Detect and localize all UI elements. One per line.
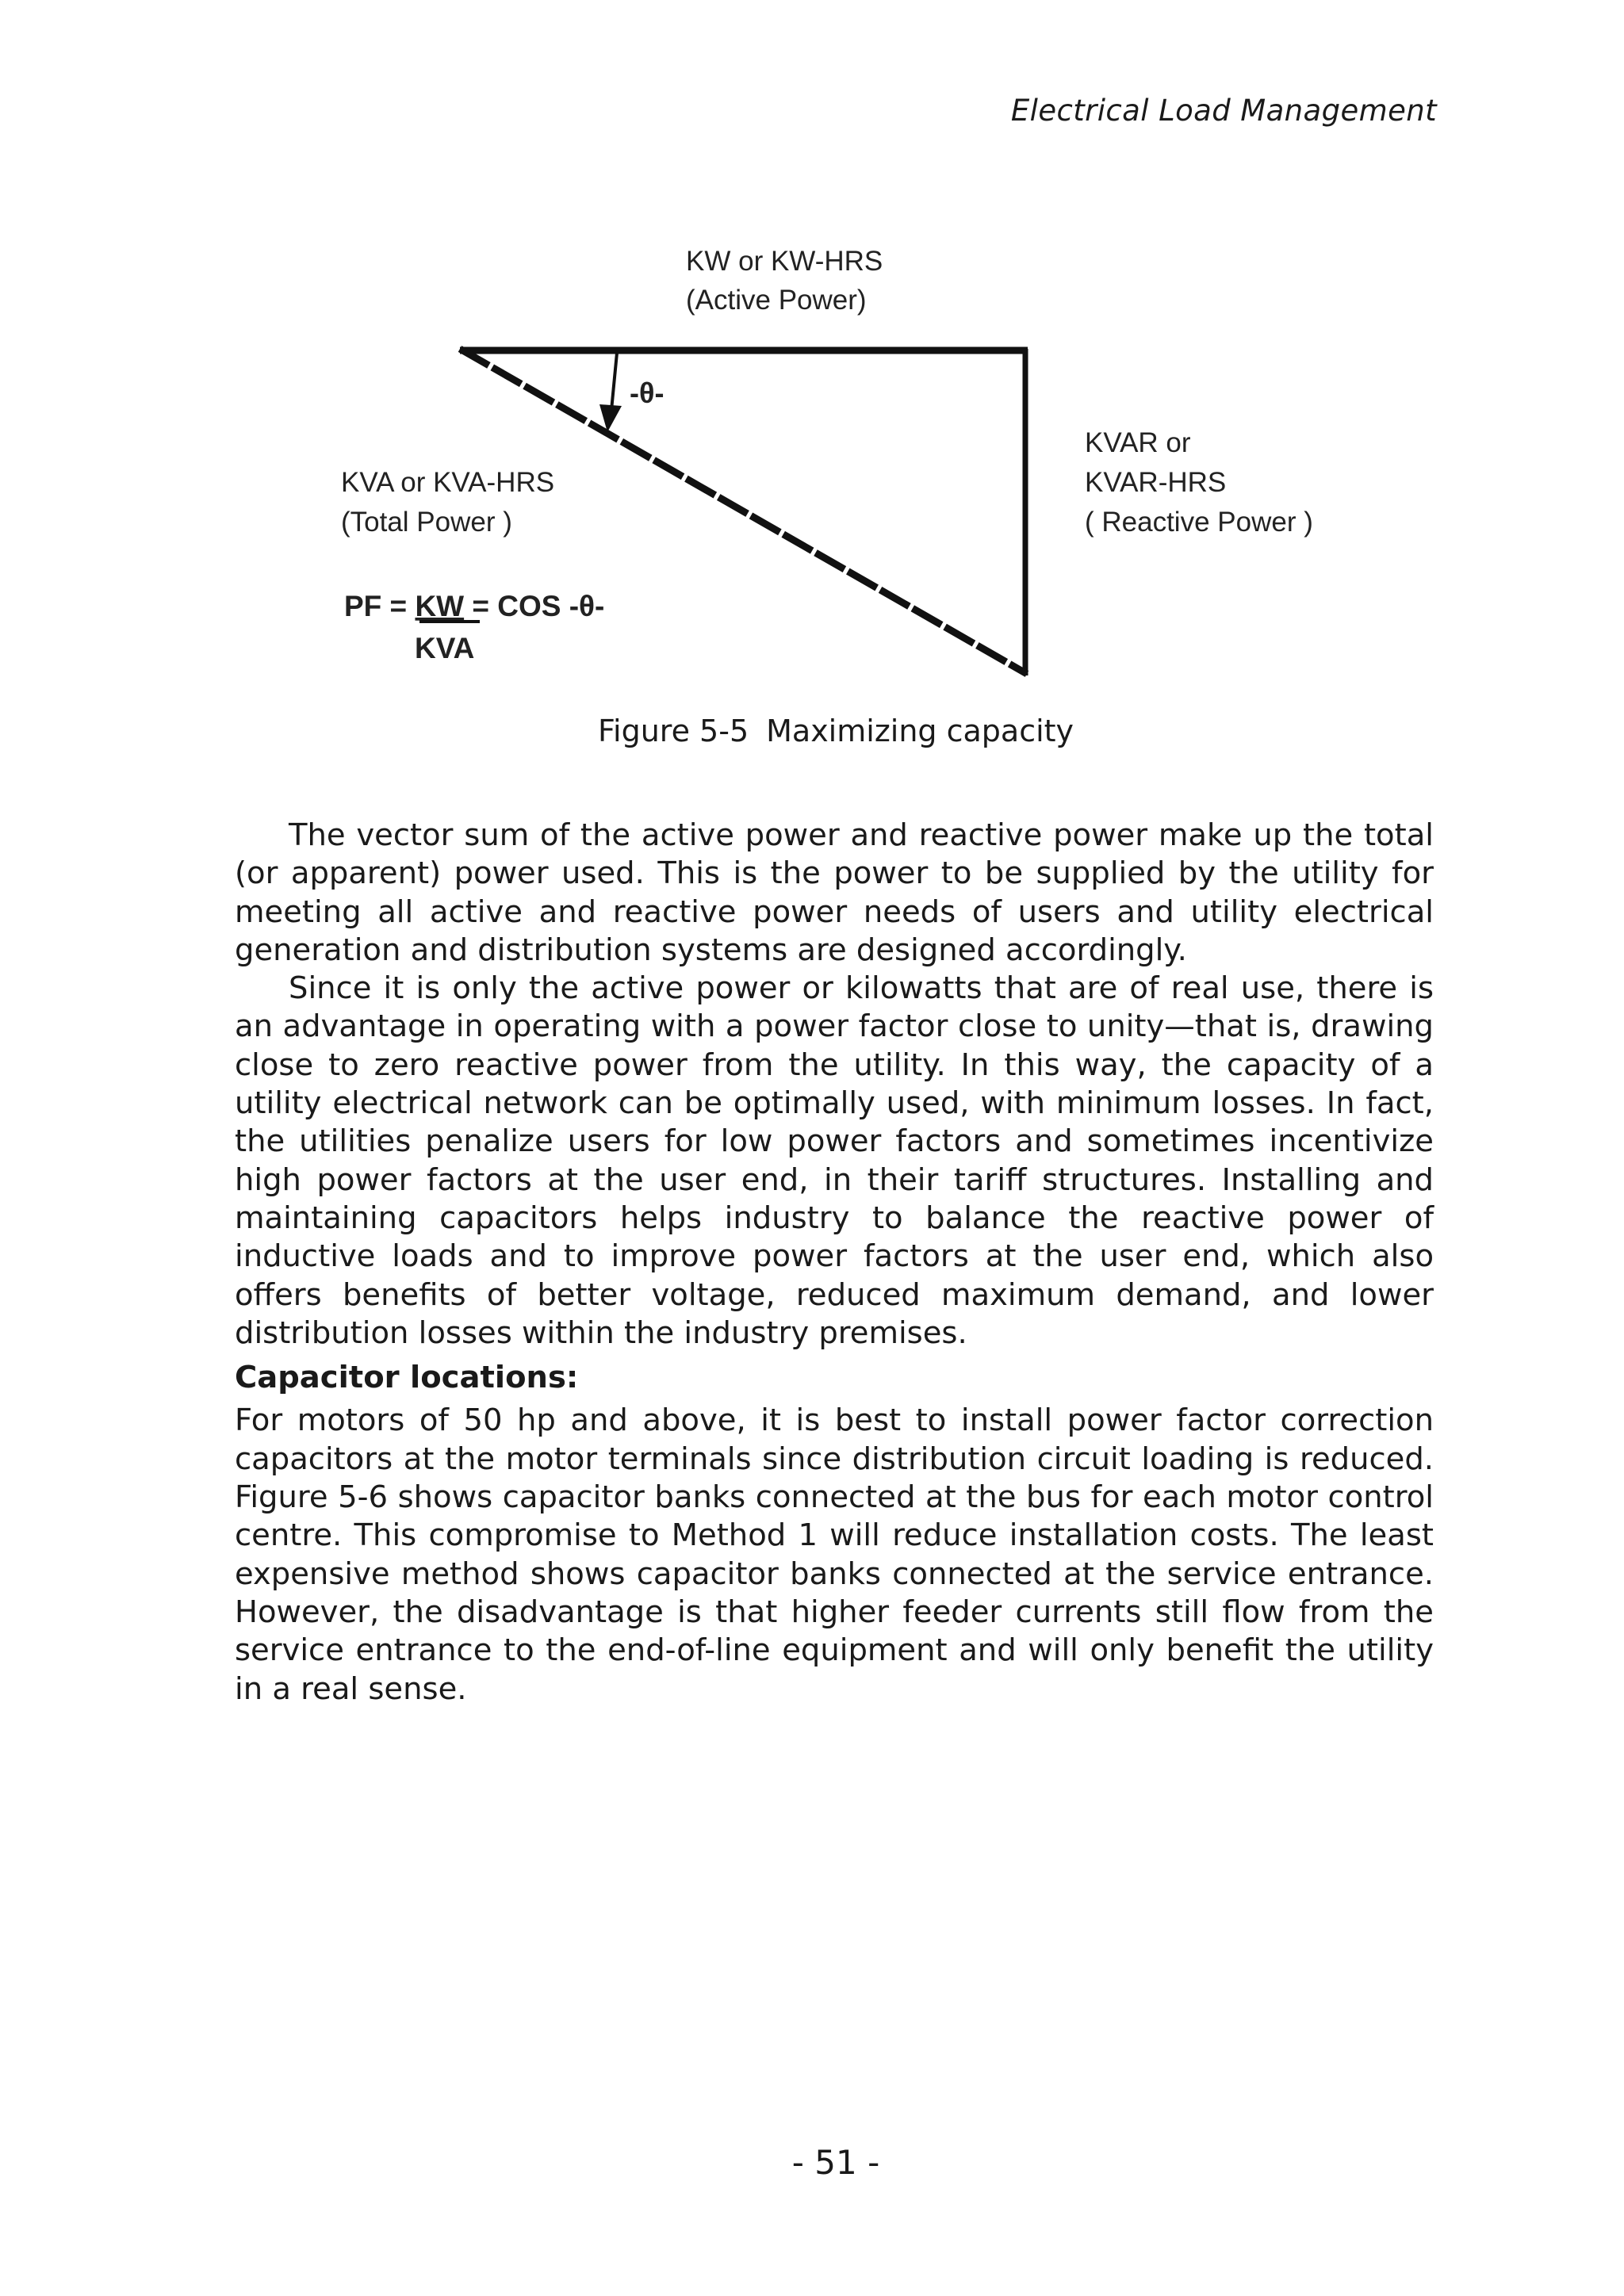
pf-prefix: PF = xyxy=(344,590,416,622)
pf-numerator: KW xyxy=(415,590,465,622)
svg-text:PF = KW = COS -θ- xyxy=(344,590,604,622)
paragraph-1: The vector sum of the active power and reactive power make up the total (or apparent) power used. This is the power to be supplied by the utility for meeting all active and reactive power needs of users and utility electrical generation and distribution systems are designed accordingly. xyxy=(235,817,1434,968)
power-triangle-diagram xyxy=(317,230,1364,698)
active-power-label-1: KW or KW-HRS xyxy=(686,246,883,277)
reactive-power-label-3: ( Reactive Power ) xyxy=(1085,507,1313,538)
total-power-label-1: KVA or KVA-HRS xyxy=(341,467,555,498)
section-heading: Capacitor locations: xyxy=(235,1360,579,1396)
reactive-power-label-2: KVAR-HRS xyxy=(1085,467,1227,498)
theta-symbol: -θ- xyxy=(630,377,665,409)
figure-caption-number: Figure 5-5 xyxy=(597,714,749,748)
total-power-line xyxy=(460,349,1027,674)
figure-caption-text: Maximizing capacity xyxy=(766,714,1074,748)
power-triangle-figure xyxy=(317,230,1364,698)
body-text xyxy=(235,817,1434,1709)
figure-caption xyxy=(0,714,1624,748)
pf-denominator: KVA xyxy=(415,632,475,664)
power-factor-formula xyxy=(344,590,604,664)
running-header: Electrical Load Management xyxy=(1010,94,1437,128)
pf-suffix: = COS -θ- xyxy=(464,590,605,622)
reactive-power-label-1: KVAR or xyxy=(1085,427,1191,458)
total-power-label-2: (Total Power ) xyxy=(341,507,512,538)
paragraph-2: Since it is only the active power or kilowatts that are of real use, there is an advantage in operating with a power factor close to unity—that is, drawing close to zero reactive power from the utility. In this way, the capacity of a utility electrical network can be optimally used, with minimum losses. In fact, the utilities penalize users for low power factors and sometimes incentivize high power factors at the user end, in their tariff structures. Installing and maintaining capacitors helps industry to balance the reactive power of inductive loads and to improve power factors at the user end, which also offers benefits of better voltage, reduced maximum demand, and lower distribution losses within the industry premises. xyxy=(235,970,1434,1351)
active-power-label-2: (Active Power) xyxy=(686,285,867,316)
paragraph-3: For motors of 50 hp and above, it is best to install power factor correction capacitors at the motor terminals since distribution circuit loading is reduced. Figure 5-6 shows capacitor banks connected at the bus for each motor control centre. This compromise to Method 1 will reduce installation costs. The least expensive method shows capacitor banks connected at the service entrance. However, the disadvantage is that higher feeder currents still flow from the service entrance to the end-of-line equipment and will only benefit the utility in a real sense. xyxy=(235,1402,1434,1707)
page-number: - 51 - xyxy=(791,2143,880,2182)
